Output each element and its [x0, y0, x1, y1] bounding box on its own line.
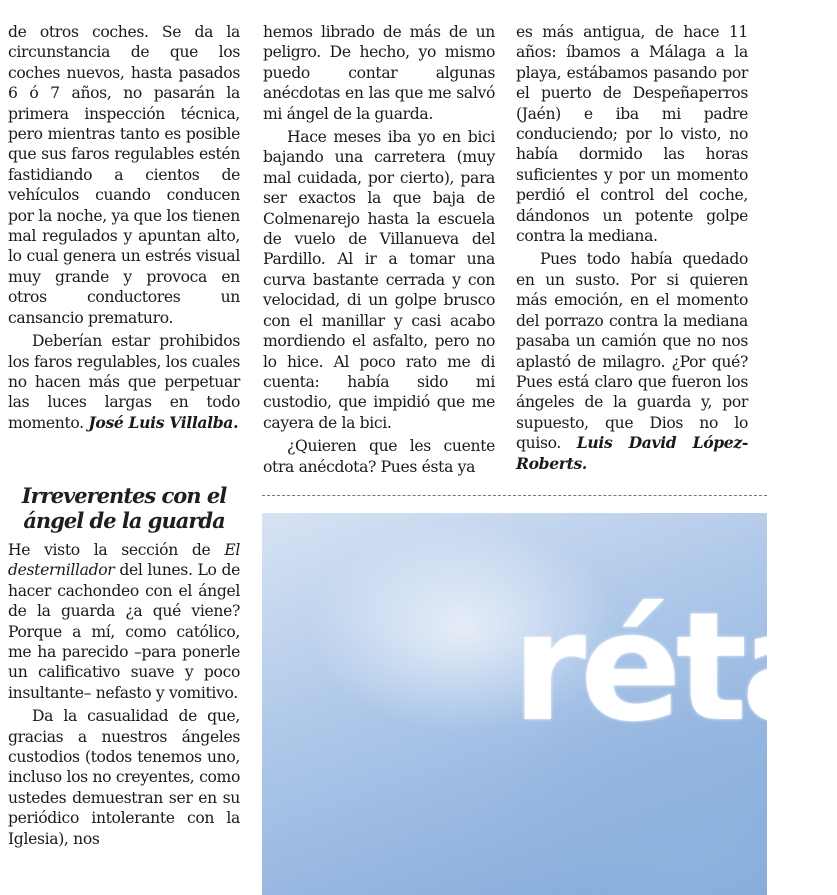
photo-text: réta	[512, 581, 837, 755]
paragraph-text: de otros coches. Se da la circunstancia de que los coches nuevos, hasta pasados 6 ó 7 años, no pasarán la primera inspección técnica, pero mientras tanto es posible que sus faros regulables estén fastidiando a cientos de vehículos cuando conducen por la noche, ya que los tienen mal regulados y apuntan alto, lo cual genera un estrés visual muy grande y provoca en otros conductores un cansancio prematuro.	[8, 23, 240, 327]
author-signature: José Luis Villalba.	[88, 412, 239, 432]
section-divider	[262, 495, 767, 496]
paragraph	[8, 540, 240, 703]
paragraph-text: Da la casualidad de que, gracias a nuestros ángeles custodios (todos tenemos uno, incluso los no creyentes, como ustedes demuestran ser en su periódico intolerante con la Iglesia), nos	[8, 707, 240, 848]
paragraph	[8, 22, 240, 328]
paragraph	[8, 331, 240, 433]
letter-headline: Irreverentes con el ángel de la guarda	[21, 483, 227, 533]
paragraph-text: ¿Quieren que les cuente otra anécdota? Pues ésta ya	[263, 437, 495, 476]
paragraph	[516, 249, 748, 473]
paragraph	[263, 127, 495, 433]
letter-column-2	[263, 22, 495, 477]
paragraph-text: hemos librado de más de un peligro. De hecho, yo mismo puedo contar algunas anécdotas en las que me salvó mi ángel de la guarda.	[263, 23, 495, 123]
paragraph	[263, 436, 495, 477]
author-signature: Luis David López-Roberts.	[516, 433, 749, 473]
paragraph-text: es más antigua, de hace 11 años: íbamos a Málaga a la playa, estábamos pasando por el puerto de Despeñaperros (Jaén) e iba mi padre conduciendo; por lo visto, no había dormido las horas suficientes y por un momento perdió el control del coche, dándonos un potente golpe contra la mediana.	[516, 23, 748, 246]
paragraph-text: del lunes. Lo de hacer cachondeo con el ángel de la guarda ¿a qué viene? Porque a mí, como católico, me ha parecido –para ponerle un calificativo suave y poco insultante– nefasto y vomitivo.	[8, 561, 240, 702]
paragraph-text: Pues todo había quedado en un susto. Por si quieren más emoción, en el momento del porrazo contra la mediana pasaba un camión que no nos aplastó de milagro. ¿Por qué? Pues está claro que fueron los ángeles de la guarda y, por supuesto, que Dios no lo quiso.	[516, 250, 748, 453]
letter-column-3	[516, 22, 748, 474]
paragraph	[263, 22, 495, 124]
paragraph	[516, 22, 748, 246]
section-title: El desternillador	[8, 541, 240, 580]
photo	[262, 513, 837, 895]
paragraph	[8, 706, 240, 849]
letter-column-4	[8, 540, 240, 849]
paragraph-text: Deberían estar prohibidos los faros regulables, los cuales no hacen más que perpetuar las luces largas en todo momento.	[8, 332, 240, 432]
paragraph-text: Hace meses iba yo en bici bajando una carretera (muy mal cuidada, por cierto), para ser exactos la que baja de Colmenarejo hasta la escuela de vuelo de Villanueva del Pardillo. Al ir a tomar una curva bastante cerrada y con velocidad, di un golpe brusco con el manillar y casi acabo mordiendo el asfalto, pero no lo hice. Al poco rato me di cuenta: había sido mi custodio, que impidió que me cayera de la bici.	[263, 128, 495, 432]
paragraph-text: He visto la sección de	[8, 541, 225, 559]
letter-column-1	[8, 22, 240, 433]
